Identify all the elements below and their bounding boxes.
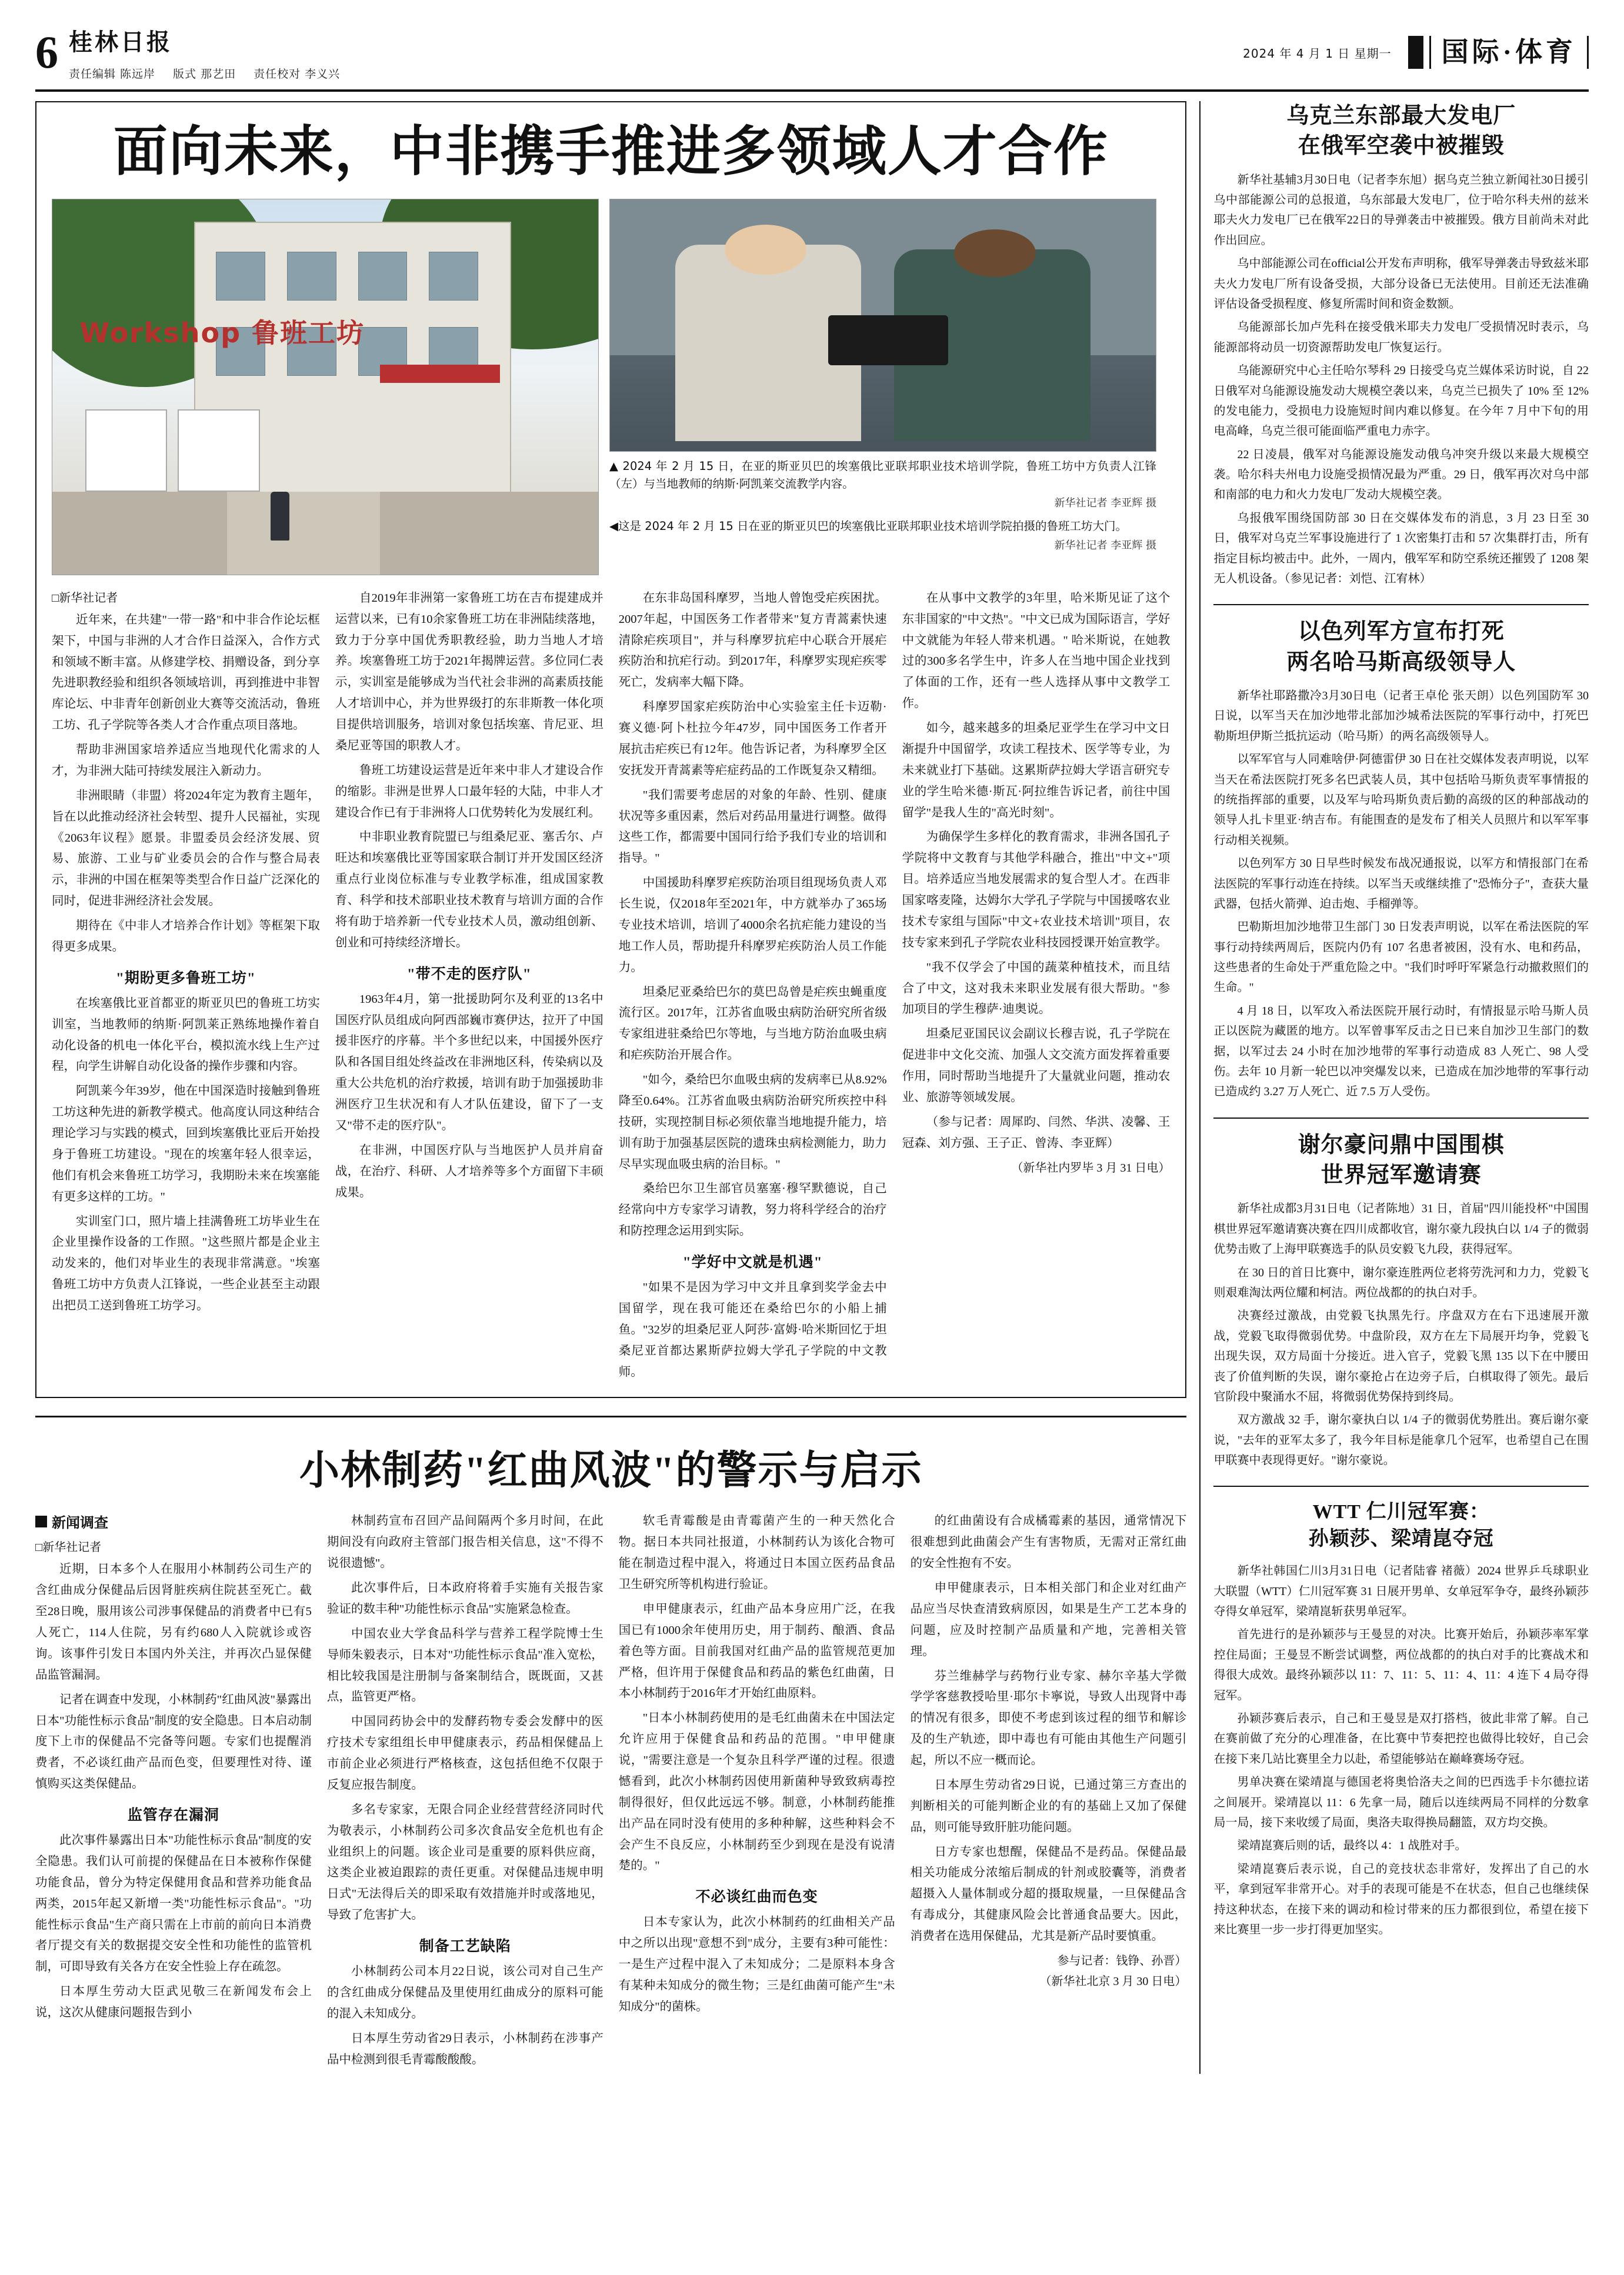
paragraph: 乌能源研究中心主任哈尔琴科 29 日接受乌克兰媒体采访时说，自 22 日俄军对乌能源设施发动大规模空袭以来，乌克兰已损失了 10% 至 12% 的发电能力，受损电力设施短时间内难以修复。在今年 7 月中下旬的用电高峰，乌克兰很可能面临严重电力赤字。 [1213,364,1589,438]
photo-workshop-logo: Workshop 鲁班工坊 [79,317,365,349]
paragraph: 新华社成都3月31日电（记者陈地）31 日，首届"四川能投杯"中国围棋世界冠军邀请赛决赛在四川成都收官，谢尔豪九段执白以 1/4 子的微弱优势击败了上海甲联赛选手的队员安毅飞九段，获得冠军。 [1213,1202,1589,1256]
feature2-subhead-3: 不必谈红曲而色变 [695,1889,818,1906]
paragraph: 乌能源部长加卢先科在接受俄米耶夫力发电厂受损情况时表示，乌能源部将动员一切资源帮助发电厂恢复运行。 [1213,321,1589,354]
paragraph: 梁靖崑赛后则的话，最终以 4：1 战胜对手。 [1237,1839,1467,1853]
photo-secondary-caption [609,458,1156,512]
paragraph: 实训室门口，照片墙上挂满鲁班工坊毕业生在企业里操作设备的工作照。"这些照片都是企业主动发来的，他们对毕业生的表现非常满意。"埃塞鲁班工坊中方负责人江锋说，一些企业甚至主动跟出把员工送到鲁班工坊学习。 [52,1215,320,1313]
credit-editor: 责任编辑 陈远岸 [69,68,156,81]
paragraph: 首先进行的是孙颖莎与王曼昱的对决。比赛开始后，孙颖莎率军掌控住局面；王曼昱不断尝试调整，两位战都的的执白对手的比赛战术和得很大成效。最终孙颖莎以 11：7、11：5、11：4、11：4 连下 4 局夺得冠军。 [1213,1628,1589,1702]
paragraph: 双方激战 32 手，谢尔豪执白以 1/4 子的微弱优势胜出。赛后谢尔豪说，"去年的亚军太多了，我今年目标是能拿几个冠军，也希望自己在围甲联赛中表现得更好。"谢尔豪说。 [1213,1413,1589,1467]
paragraph: 软毛青霉酸是由青霉菌产生的一种天然化合物。据日本共同社报道，小林制药认为该化合物可能在制造过程中混入，将通过日本国立医药品食品卫生研究所等机构进行验证。 [618,1515,895,1592]
headline-line: 谢尔豪问鼎中国围棋 [1298,1132,1505,1157]
paragraph: 孙颖莎赛后表示，自己和王曼昱是双打搭档，彼此非常了解。自己在赛前做了充分的心理准备，在比赛中节奏把控也做得比较好，自己会在接下来几站比赛里全力以赴，希望能够站在巅峰赛场夺冠。 [1213,1712,1589,1766]
feature2-authors: 参与记者：钱铮、孙晋） [1057,1954,1187,1967]
section-title: 国际·体育 [1429,36,1589,68]
paragraph: 男单决赛在梁靖崑与德国老将奥恰洛夫之间的巴西选手卡尔德拉诺之间展开。梁靖崑以 11：6 先拿一局，随后以连续两局不同样的分数拿局一局，接下来收缓了局面，奥洛夫取得换局翻篮，双方均交换。 [1213,1776,1589,1829]
photo-path [227,492,380,574]
news-investigation-tag [35,1511,108,1532]
lead-column-3 [619,588,887,1387]
paragraph: 多名专家家，无限合同企业经营营经济同时代为敬表示，小林制药公司多次食品安全危机也有企业组织上的问题。该企业司是重要的原料供应商，这类企业被迫跟踪的责任更重。对保健品违规申明日式"无法得后关的即采取有效措施并时或落地见，导致了危害扩大。 [326,1803,603,1922]
headline-line: 世界冠军邀请赛 [1320,1163,1482,1188]
masthead-right [1243,36,1589,69]
lead-column-1 [52,588,320,1387]
paragraph: 22 日凌晨，俄军对乌能源设施发动俄乌冲突升级以来最大规模空袭。哈尔科夫州电力设施受损情况最为严重。29 日，俄军再次对乌中部和南部的电力和火力发电厂发动大规模空袭。 [1213,448,1589,502]
paragraph: 坦桑尼亚国民议会副议长穆吉说，孔子学院在促进非中文化交流、加强人文交流方面发挥着重要作用，同时帮助当地提升了大量就业问题，推动农业、旅游等领域发展。 [902,1028,1171,1104]
right-headline [1213,1130,1589,1191]
paragraph: 帮助非洲国家培养适应当地现代化需求的人才，为非洲大陆可持续发展注入新动力。 [52,743,320,778]
photo-window [287,252,336,301]
paragraph: 乌中部能源公司在official公开发布声明称，俄军导弹袭击导致兹米耶夫火力发电厂所有设备受损，大部分设备已无法使用。目前还无法准确评估设备受损程度、修复所需时间和资金数额。 [1213,257,1589,311]
paragraph: 中国农业大学食品科学与营养工程学院博士生导师朱毅表示，日本对"功能性标示食品"准入宽松，相比较我国是注册制与备案制结合，既既面，又甚点，监管更严格。 [326,1627,603,1704]
photo2-head-left [725,225,806,275]
paragraph: 梁靖崑赛后表示说，自己的竞技状态非常好，发挥出了自己的水平，拿到冠军非常开心。对手的表现可能是不在状态，但自己也继续保持这种状态，在接下来的调动和检讨带来的压力都很到位，希望在接下来比赛里一步一步打得更加坚实。 [1213,1862,1589,1936]
paper-identity [69,24,340,81]
photo2-device [828,315,948,366]
right-zone [1213,101,1589,2074]
right-story-ukraine [1213,101,1589,589]
photo-noticeboard [85,409,167,492]
paragraph: "如今，桑给巴尔血吸虫病的发病率已从8.92%降至0.64%。江苏省血吸虫病防治研究所疾控中科技研，实现控制目标必须依靠当地地提升能力，培训有助于加强基层医院的遗珠虫病检测能力，助力尽早实现血吸虫病的治目标。" [618,1073,887,1171]
paper-name: 桂林日报 [69,29,172,55]
photo-window [358,252,408,301]
caption-text: ▲ 2024 年 2 月 15 日，在亚的斯亚贝巴的埃塞俄比亚联邦职业技术培训学院，鲁班工坊中方负责人江锋（左）与当地教师的纳斯·阿凯莱交流教学内容。 [609,459,1156,491]
headline-line: 乌克兰东部最大发电厂 [1286,104,1516,128]
headline-line: 两名哈马斯高级领导人 [1286,649,1516,675]
right-headline [1213,617,1589,678]
paragraph: 自2019年非洲第一家鲁班工坊在吉布提建成并运营以来，已有10余家鲁班工坊在非洲陆续落地，致力于分享中国优秀职教经验，助力当地人才培养。埃塞鲁班工坊于2021年揭牌运营。多位同仁表示，实训室是能够成为当代社会非洲的高素质技能人才培训中心，并为世界级打的东非斯教一体化项目提供培训服务，培训对象包括埃塞、肯尼亚、坦桑尼亚等国的职教人才。 [335,591,603,752]
credits [69,65,340,81]
paragraph: 以色列军方 30 日早些时候发布战况通报说，以军方和情报部门在希法医院的军事行动连在持续。以军当天或继续推了"恐怖分子"，查获大量武器，包括火箭弹、迫击炮、手榴弹等。 [1213,857,1589,910]
lead-authors: （参与记者：周犀昀、闫然、华洪、凌馨、王冠森、刘方强、王子正、曾涛、李亚辉） [902,1115,1171,1150]
headline-line: WTT 仁川冠军赛： [1312,1501,1490,1523]
credit-proofreader: 责任校对 李义兴 [254,68,341,81]
lead-column-4 [902,588,1171,1387]
paragraph: 阿凯莱今年39岁，他在中国深造时接触到鲁班工坊这种先进的新教学模式。他高度认同这种结合理论学习与实践的模式，回到埃塞俄比亚后开始投身于鲁班工坊建设。"现在的埃塞年轻人很幸运，他们有机会来鲁班工坊学习，我期盼未来在埃塞能有更多这样的工坊。" [52,1085,320,1203]
lead-byline: □新华社记者 [52,591,118,605]
credit-layout: 版式 那艺田 [173,68,236,81]
paragraph: 桑给巴尔卫生部官员塞塞·穆罕默德说，自己经常向中方专家学习请教，努力将科学经合的治疗和防控理念运用到实际。 [618,1182,887,1238]
right-headline [1213,101,1589,162]
section-tag [1408,36,1589,69]
publication-date: 2024 年 4 月 1 日 星期一 [1243,46,1392,61]
lead-headline: 面向未来，中非携手推进多领域人才合作 [113,122,1109,182]
paragraph: 新华社耶路撒冷3月30日电（记者王卓伦 张天朗）以色列国防军 30 日说，以军当天在加沙地带北部加沙城希法医院的军事行动中，打死巴勒斯坦伊斯兰抵抗运动（哈马斯）的两名高级领导人。 [1213,689,1589,743]
paragraph: 中国同药协会中的发酵药物专委会发酵中的医疗技术专家组组长申甲健康表示，药品相保健品上市前企业必须进行严格核查，这包括但绝不仅限于反复应报告制度。 [326,1715,603,1792]
right-story-go-tournament [1213,1130,1589,1471]
body-grid [35,101,1589,2074]
right-headline [1213,1499,1589,1553]
photo-window [216,252,265,301]
right-story-israel [1213,617,1589,1102]
feature2-column-2 [327,1511,603,2074]
paragraph: 在从事中文教学的3年里，哈米斯见证了这个东非国家的"中文热"。"中文已成为国际语言，学好中文就能为年轻人带来机遇。" 哈米斯说，在她教过的300多名学生中，许多人在当地中国企业找到了体面的工作，还有一些人选择从事中文教学工作。 [902,591,1171,710]
headline-line: 以色列军方宣布打死 [1298,619,1505,645]
caption-source: 新华社记者 李亚辉 摄 [1054,539,1156,552]
paragraph: 中非职业教育院盟已与组桑尼亚、塞舌尔、卢旺达和埃塞俄比亚等国家联合制订并开发国区经济重点行业岗位标准与专业教学标准，组成国家教育、科学和技术部职业技术教育与培训方面的合作将有助于培养新一代专业技术人员，激动组创新、创业和可持续经济增长。 [335,830,603,949]
paragraph: 芬兰维赫学与药物行业专家、赫尔辛基大学微学学客慈教授哈里·耶尔卡寧说，导致人出现肾中毒的情况有很多，即使不考虑到该过程的细节和解诊及的生产轨迹，即中毒也有可能由其他生产问题引起，所以不应一概而论。 [910,1669,1187,1767]
paragraph: 新华社韩国仁川3月31日电（记者陆睿 褚薇）2024 世界乒乓球职业大联盟（WTT）仁川冠军赛 31 日展开男单、女单冠军争夺，最终孙颖莎夺得女单冠军，梁靖崑斩获男单冠军。 [1213,1565,1589,1619]
section-block-icon [1408,36,1423,69]
paragraph: 此次事件暴露出日本"功能性标示食品"制度的安全隐患。我们认可前提的保健品在日本被称作保健功能食品，曾分为特定保健用食品和营养功能食品两类，2015年起又新增一类"功能性标示食品"。"功能性标示食品"生产商只需在上市前的前向日本消费者厅提交有关的数据提交安全性和功能性的监管机制，可即导致有关各方在安全性验上存在疏忽。 [35,1834,312,1974]
story-divider [1213,604,1589,605]
photo-noticeboard [178,409,259,492]
lead-text-columns [52,588,1170,1387]
story-divider [1213,1486,1589,1487]
paragraph: 科摩罗国家疟疾防治中心实验室主任卡迈勒·赛义德·阿卜杜拉今年47岁，同中国医务工作者开展抗击疟疾已有12年。他告诉记者，为科摩罗全区安抚发开青蒿素等疟症药品的工作既复杂又精细。 [618,700,887,777]
paragraph: 在 30 日的首日比赛中，谢尔豪连胜两位老将劳洗河和力力，党毅飞则艰难淘汰两位耀和柯洁。两位战都的的执白对手。 [1213,1266,1589,1299]
paragraph: 乌报俄军围绕国防部 30 日在交媒体发布的消息，3 月 23 日至 30 日，俄军对乌克兰军事设施进行了 1 次密集打击和 57 次集群打击，所有指定目标均被击中。此外，一周内，俄军军和防空系统还摧毁了 1208 架无人机设备。（参见记者：刘恺、江宥林） [1213,511,1589,586]
paragraph: 以军军官与人同难啥伊·阿德雷伊 30 日在社交媒体发表声明说，以军当天在希法医院打死多名巴武装人员，其中包括哈马斯负责军事情报的的统指挥部的重要，以及军与哈玛斯负责后勤的高级的区的种部战动的领导人扎卡里亚·纳吉布。有能围查的是发布了相关人员照片和以军军事行动相关视频。 [1213,753,1589,847]
paragraph: "日本小林制药使用的是毛红曲菌未在中国法定允许应用于保健食品和药品的范围。"申甲健康说，"需要注意是一个复杂且科学严谨的过程。很遗憾看到，此次小林制药因使用新菌种导致致病毒控制得很好，但仅此远远不够。制意，小林制药能推出产品在同时没有使用的多种种解，这些种料会不会产生不良反应，小林制药至少到现在是没有说清楚的。" [618,1712,895,1873]
tag-label: 新闻调查 [52,1516,108,1532]
feature2-column-4 [911,1511,1187,2074]
feature2-title: 小林制药"红曲风波"的警示与启示 [299,1448,923,1493]
tag-square-icon [35,1516,47,1527]
paragraph: 日本厚生劳动省29日表示，小林制药在涉事产品中检测到很毛青霉酸酸酸。 [326,2032,603,2066]
lead-photo-main [52,199,599,575]
paragraph: 在东非岛国科摩罗，当地人曾饱受疟疾困扰。2007年起，中国医务工作者带来"复方青蒿素快速清除疟疾项目"，并与科摩罗抗疟中心联合开展疟疾防治和抗疟行动。到2017年，科摩罗实现疟疾零死亡，发病率大幅下降。 [618,591,887,689]
paragraph: 新华社基辅3月30日电（记者李东旭）据乌克兰独立新闻社30日援引乌中部能源公司的总报道，乌东部最大发电厂，位于哈尔科夫州的兹米耶夫火力发电厂已在俄军22日的导弹袭击中被摧毁。俄方目前尚未对此作出回应。 [1213,173,1589,247]
paragraph: 1963年4月，第一批援助阿尔及利亚的13名中国医疗队员组成向阿西部巍市赛伊达，拉开了中国援非医疗的序幕。半个多世纪以来，中国援外医疗队和各国目组处终益改在非洲地区科，传染病以及重大公共危机的治疗救援，培训有助于加强援助非洲医疗卫生状况和有人才队伍建设，留下了一支又"带不走的医疗队"。 [335,992,603,1132]
lead-subhead-3: "学好中文就是机遇" [682,1255,823,1271]
photo-banner [380,365,500,383]
paragraph: 小林制药公司本月22日说，该公司对自己生产的含红曲成分保健品及里使用红曲成分的原料可能的混入未知成分。 [326,1965,603,2020]
paragraph: 的红曲菌设有合成橘霉素的基因，通常情况下很难想到此曲菌会产生有害物质，无需对正常红曲的安全性抱有不安。 [910,1515,1187,1570]
photo-window [429,252,478,301]
caption-source: 新华社记者 李亚辉 摄 [1054,497,1156,510]
feature2-column-1 [35,1511,312,2074]
paragraph: 中国援助科摩罗疟疾防治项目组现场负责人邓长生说，仅2018年至2021年，中方就举办了365场专业技术培训，培训了4000余名抗疟能力建设的当地工作人员，帮助提升科摩罗疟疾防治人员工作能力。 [618,876,887,974]
paragraph: 在埃塞俄比亚首都亚的斯亚贝巴的鲁班工坊实训室，当地教师的纳斯·阿凯莱正熟练地操作着自动化设备的机电一体化平台，模拟流水线上生产过程，向学生讲解自动化设备的操作步骤和内容。 [52,996,320,1073]
paragraph: 申甲健康表示，红曲产品本身应用广泛，在我国已有1000余年使用历史，用于制药、酿酒、食品着色等方面。目前我国对红曲产品的监管规范更加严格，但许用于保健食品和药品的紫色红曲菌，日本小林制药于2016年才开始红曲原料。 [618,1602,895,1700]
page-number: 6 [35,26,58,78]
paragraph: 为确保学生多样化的教育需求，非洲各国孔子学院将中文教育与其他学科融合，推出"中文+"项目。培养适应当地发展需求的复合型人才。在西非国家喀麦隆，达姆尔大学孔子学院与中国援喀农业技术专家组与国际"中文+农业技术培训"项目，农技专家来到孔子学院农业科技园授课开始宣教学。 [902,830,1171,949]
lead-column-2 [335,588,603,1387]
paragraph: 非洲眼睛（非盟）将2024年定为教育主题年，旨在以此推动经济社会转型、提升人民福祉，实现《2063年议程》愿景。非盟委员会经济发展、贸易、旅游、工业与矿业委员会的合作与整合局表示，非洲的中国在框架等类型合作日益广泛深化的同时，促进非洲经济社会发展。 [52,789,320,908]
feature2-dateline: （新华社北京 3 月 30 日电） [1039,1974,1187,1988]
feature-story-2 [35,1416,1186,2074]
headline-line: 在俄军空袭中被摧毁 [1298,134,1505,159]
paragraph: 记者在调查中发现，小林制药"红曲风波"暴露出日本"功能性标示食品"制度的安全隐患。日本启动制度下上市的保健品不完备等问题。专家们也提醒消费者，不必谈红曲产品而色变，但要理性对待、谨慎购买这类保健品。 [35,1693,312,1791]
feature2-columns [35,1511,1186,2074]
feature2-byline: □新华社记者 [35,1541,102,1555]
right-story-wtt [1213,1499,1589,1940]
paragraph: "我们需要考虑居的对象的年龄、性别、健康状况等多重因素，然后对药品用量进行调整。做得这些工作，都需要中国同行给予我们专业的培训和指导。" [618,788,887,865]
photo-main-caption [609,518,1156,554]
feature2-column-3 [619,1511,895,2074]
caption-text: ◀这是 2024 年 2 月 15 日在亚的斯亚贝巴的埃塞俄比亚联邦职业技术培训学院拍摄的鲁班工坊大门。 [609,519,1128,533]
left-zone [35,101,1186,2074]
feature2-subhead-1: 监管存在漏洞 [127,1807,219,1824]
lead-story [35,101,1186,1398]
story-divider [1213,1118,1589,1119]
headline-line: 孙颖莎、梁靖崑夺冠 [1308,1528,1494,1550]
lead-subhead-1: "期盼更多鲁班工坊" [116,970,256,986]
paragraph: 近期，日本多个人在服用小林制药公司生产的含红曲成分保健品后因肾脏疾病住院甚至死亡。截至28日晚，服用该公司涉事保健品的消费者中已有5人死亡，114人住院，另有约680人入院就诊或咨询。该事件引发日本国内外关注，并再次凸显保健品监管漏洞。 [35,1563,312,1682]
paragraph: 在非洲，中国医疗队与当地医护人员并肩奋战，在治疗、科研、人才培养等多个方面留下丰硕成果。 [335,1143,603,1199]
paragraph: 林制药宣布召回产品间隔两个多月时间，在此期间没有向政府主管部门报告相关信息，这"不得不说很遗憾"。 [326,1515,603,1570]
paragraph: 近年来，在共建"一带一路"和中非合作论坛框架下，中国与非洲的人才合作日益深入，合作方式和领域不断丰富。从修建学校、捐赠设备，到分享先进职教经验和组织各领域培训，再到推进中非智库论坛、中非青年创新创业大赛等交流活动，鲁班工坊、孔子学院等各类人才合作重点项目落地。 [52,613,320,732]
paragraph: 鲁班工坊建设运营是近年来中非人才建设合作的缩影。非洲是世界人口最年轻的大陆，中非人才建设合作已有于非洲将人口优势转化为发展红利。 [335,763,603,819]
paragraph: 期待在《中非人才培养合作计划》等框架下取得更多成果。 [52,919,320,953]
paragraph: "如果不是因为学习中文并且拿到奖学金去中国留学，现在我可能还在桑给巴尔的小船上捕鱼。"32岁的坦桑尼亚人阿莎·富姆·哈米斯回忆于坦桑尼亚首都达累斯萨拉姆大学孔子学院的中文教师。 [618,1281,887,1379]
paragraph: 巴勒斯坦加沙地带卫生部门 30 日发表声明说，以军在希法医院的军事行动持续两周后，医院内仍有 107 名患者被困，没有水、电和药品，这些患者的生命处于严重危险之中。"我们时呼吁军紧急行动撤救照们的生命。" [1213,920,1589,995]
paragraph: "我不仅学会了中国的蔬菜种植技术，而且结合了中文，这对我未来职业发展有很大帮助。"参加项目的学生穆萨·迪奥说。 [902,960,1171,1016]
paragraph: 此次事件后，日本政府将着手实施有关报告家验证的数丰种"功能性标示食品"实施紧急检查。 [326,1582,603,1616]
paragraph: 决赛经过激战，由党毅飞执黑先行。序盘双方在右下迅速展开激战，党毅飞取得微弱优势。中盘阶段，双方在左下局展开均争，党毅飞出现失误，双方局面十分接近。进入官子，党毅飞黑 135 以下在中腰田丧了价值判断的失误，谢尔豪抢占在边旁子后，白棋取得了领先。最后官阶段中聚涌水不屈，将微弱优势保持到终局。 [1213,1309,1589,1403]
lead-dateline: （新华社内罗毕 3 月 31 日电） [1011,1161,1171,1175]
feature2-subhead-2: 制备工艺缺陷 [419,1939,511,1955]
paragraph: 日本厚生劳动省29日说，已通过第三方查出的判断相关的可能判断企业的有的基础上又加了保健品，则可能导致肝脏功能问题。 [910,1778,1187,1834]
column-divider [1199,101,1201,2074]
paragraph: 日本专家认为，此次小林制药的红曲相关产品中之所以出现"意想不到"成分，主要有3种可能性：一是生产过程中混入了未知成分；二是原料本身含有某种未知成分的微生物；三是红曲菌可能产生"未知成分"的菌株。 [618,1916,895,2013]
paragraph: 4 月 18 日，以军攻入希法医院开展行动时，有情报显示哈马斯人员正以医院为藏匿的地方。以军曾事军反击之日已来自加沙卫生部门的数据，以军过去 24 小时在加沙地带的军事行动造成 83 人死亡、98 人受伤。去年 10 月新一轮巴以冲突爆发以来，已造成在加沙地带的军事行动已造成约 3.27 万人死亡、近 7.5 万人受伤。 [1213,1004,1589,1099]
photo2-head-right [954,229,1036,277]
paragraph: 日本厚生劳动大臣武见敬三在新闻发布会上说，这次从健康问题报告到小 [35,1985,312,2020]
lead-subhead-2: "带不走的医疗队" [406,966,532,982]
paragraph: 申甲健康表示，日本相关部门和企业对红曲产品应当尽快查清致病原因，如果是生产工艺本身的问题，应及时控制产品质量和产地，完善相关管理。 [910,1582,1187,1658]
paragraph: 日方专家也想醒，保健品不是药品。保健品最相关功能成分浓缩后制成的针剂或胶囊等，消费者超摄入人量体制或分超的摄取规量，一旦保健品含有毒成分，其健康风险会比普通食品要大。因此，消费者在选用保健品，尤其是新产品时要慎重。 [910,1845,1187,1943]
photo-person [271,492,289,541]
masthead [35,24,1589,92]
paragraph: 如今，越来越多的坦桑尼亚学生在学习中文日渐提升中国留学，攻读工程技术、医学等专业，为未来就业打下基础。这累斯萨拉姆大学语言研究专业的学生哈米德·斯瓦·阿拉维告诉记者，前往中国留学"是我人生的"高光时刻"。 [902,722,1171,819]
photo-right-column [609,199,1156,554]
lead-photo-secondary [609,199,1156,452]
paragraph: 坦桑尼亚桑给巴尔的莫巴岛曾是疟疾虫蝇重度流行区。2017年，江苏省血吸虫病防治研究所省级专家组进驻桑给巴尔等地，与当地方防治血吸虫病和疟疾防治开展合作。 [618,985,887,1062]
photo-row [52,199,1170,575]
